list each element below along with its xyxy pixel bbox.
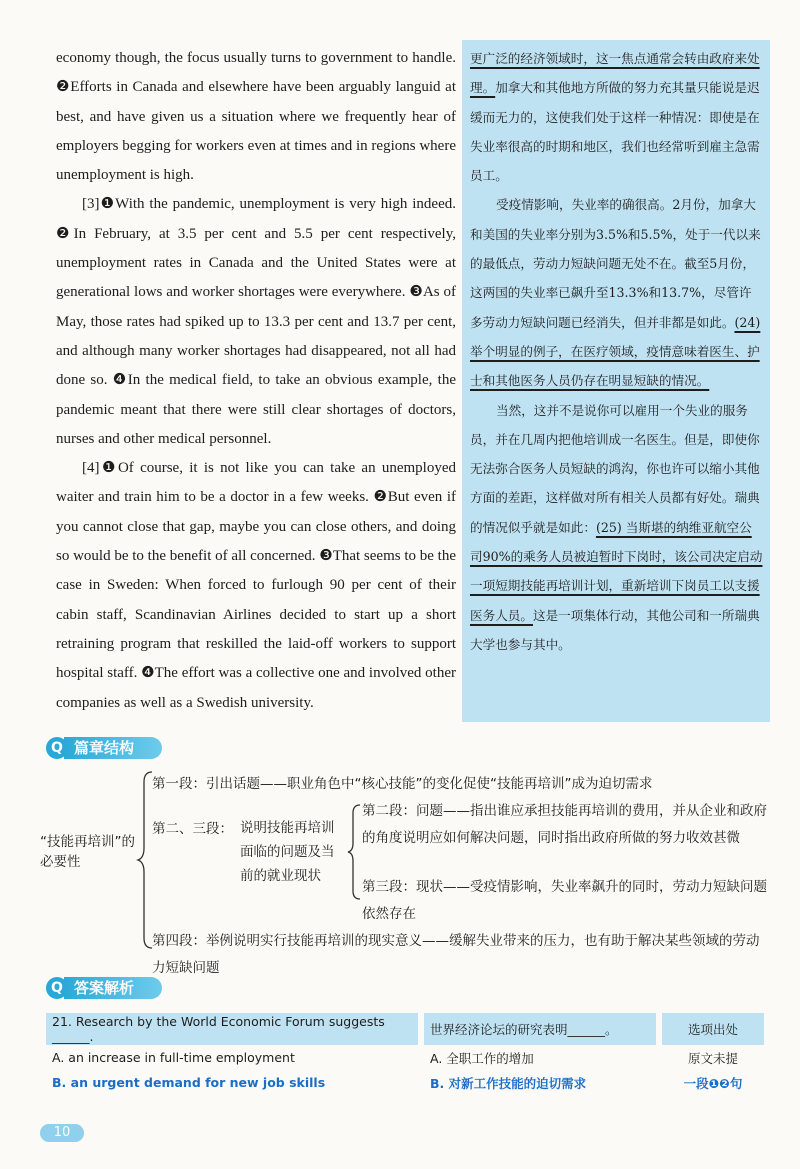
option-source: 原文未提	[687, 1050, 738, 1066]
section-title: 答案解析	[64, 977, 162, 999]
section-title: 篇章结构	[64, 737, 162, 759]
structure-para-4	[92, 928, 772, 982]
option-en: B. an urgent demand for new job skills	[52, 1075, 326, 1090]
translation-paragraph-4	[470, 396, 764, 660]
magnifier-icon: Q	[46, 977, 68, 999]
translation-text: 加拿大和其他地方所做的努力充其量只能说是迟缓而无力的，这使我们处于这样一种情况：即使是在失业率很高的时期和地区，我们也经常听到雇主急需员工。	[470, 80, 760, 184]
translation-text: 当然，这并不是说你可以雇用一个失业的服务员，并在几周内把他培训成一名医生。但是，即使你无法弥合医务人员短缺的鸿沟，你也许可以缩小其他方面的差距，这样做对所有相关人员都有好处。瑞典的情况似乎就是如此：	[470, 402, 760, 535]
underlined-sentence-25: (25) 当斯堪的纳维亚航空公司90%的乘务人员被迫暂时下岗时，该公司决定启动一项短期技能再培训计划，重新培训下岗员工以支援医务人员。	[470, 519, 763, 623]
structure-para-2	[302, 798, 772, 852]
answer-table-header	[46, 1013, 764, 1045]
underlined-sentence-24: (24) 举个明显的例子，在医疗领域，疫情意味着医生、护士和其他医务人员仍存在明显短缺的情况。	[470, 314, 761, 389]
translation-text: 这是一项集体行动，其他公司和一所瑞典大学也参与其中。	[470, 607, 760, 652]
chinese-translation-panel	[462, 40, 770, 722]
translation-paragraph-3	[470, 190, 764, 395]
table-row	[46, 1070, 764, 1095]
english-paragraph-4: [4]❶Of course, it is not like you can take an unemployed waiter and train him to be a doctor in a few weeks. ❷But even if you cannot close that gap, maybe you can close others, and doing so would be to the benefit of all concerned. ❸That seems to be the case in Sweden: When forced to furlough 90 per cent of their cabin staff, Scandinavian Airlines decided to start up a short retraining program that reskilled the laid-off workers to support hospital staff. ❹The effort was a collective one and involved other companies as well as a Swedish university.	[56, 460, 456, 711]
structure-root: “技能再培训”的必要性	[40, 834, 135, 870]
option-cn: A. 全职工作的增加	[430, 1050, 534, 1066]
question-en: 21. Research by the World Economic Forum suggests ______.	[46, 1013, 418, 1045]
question-cn: 世界经济论坛的研究表明______。	[424, 1013, 656, 1045]
structure-para-23-desc: 说明技能再培训面临的问题及当前的就业现状	[240, 820, 335, 884]
section-header-structure	[46, 736, 162, 760]
translation-paragraph-2-end	[470, 44, 764, 190]
structure-para-4-text: 第四段：举例说明实行技能再培训的现实意义——缓解失业带来的压力，也有助于解决某些领域的劳动力短缺问题	[152, 933, 760, 976]
english-paragraph-2-end: economy though, the focus usually turns to government to handle. ❷Efforts in Canada and elsewhere have been arguably languid at best, and have given us a situation where we frequently hear of employers begging for workers even at times and in regions where unemployment is high.	[56, 50, 456, 184]
structure-para-23-label: 第二、三段：	[152, 821, 233, 837]
option-source: 一段❶❷句	[683, 1075, 743, 1091]
structure-para-3-text: 第三段：现状——受疫情影响，失业率飙升的同时，劳动力短缺问题依然存在	[362, 879, 767, 922]
translation-text: 受疫情影响，失业率的确很高。2月份，加拿大和美国的失业率分别为3.5%和5.5%，处于一代以来的最低点，劳动力短缺问题无处不在。截至5月份，这两国的失业率已飙升至13.3%和13.7%，尽管许多劳动力短缺问题已经消失，但并非都是如此。	[470, 197, 761, 330]
answer-table	[40, 1013, 770, 1095]
structure-para-1: 第一段：引出话题——职业角色中“核心技能”的变化促使“技能再培训”成为迫切需求	[152, 776, 653, 792]
page-number: 10	[40, 1124, 84, 1142]
option-en: A. an increase in full-time employment	[52, 1050, 295, 1065]
english-text	[56, 44, 456, 718]
english-paragraph-3: [3]❶With the pandemic, unemployment is very high indeed. ❷In February, at 3.5 per cent and 5.5 per cent respectively, unemployment rates in Canada and the United States were at generational lows and worker shortages were everywhere. ❸As of May, those rates had spiked up to 13.3 per cent and 13.7 per cent, and although many worker shortages had disappeared, not all had done so. ❹In the medical field, to take an obvious example, the pandemic meant that there were still clear shortages of doctors, nurses and other medical personnel.	[56, 196, 456, 447]
section-header-answers	[46, 976, 162, 1000]
structure-para-2-text: 第二段：问题——指出谁应承担技能再培训的费用，并从企业和政府的角度说明应如何解决问题，同时指出政府所做的努力收效甚微	[362, 803, 767, 846]
table-row	[46, 1045, 764, 1070]
source-header: 选项出处	[662, 1013, 764, 1045]
option-cn: B. 对新工作技能的迫切需求	[430, 1075, 587, 1091]
structure-para-3	[302, 874, 772, 928]
underlined-sentence: 更广泛的经济领域时，这一焦点通常会转由政府来处理。	[470, 51, 760, 96]
magnifier-icon: Q	[46, 737, 68, 759]
